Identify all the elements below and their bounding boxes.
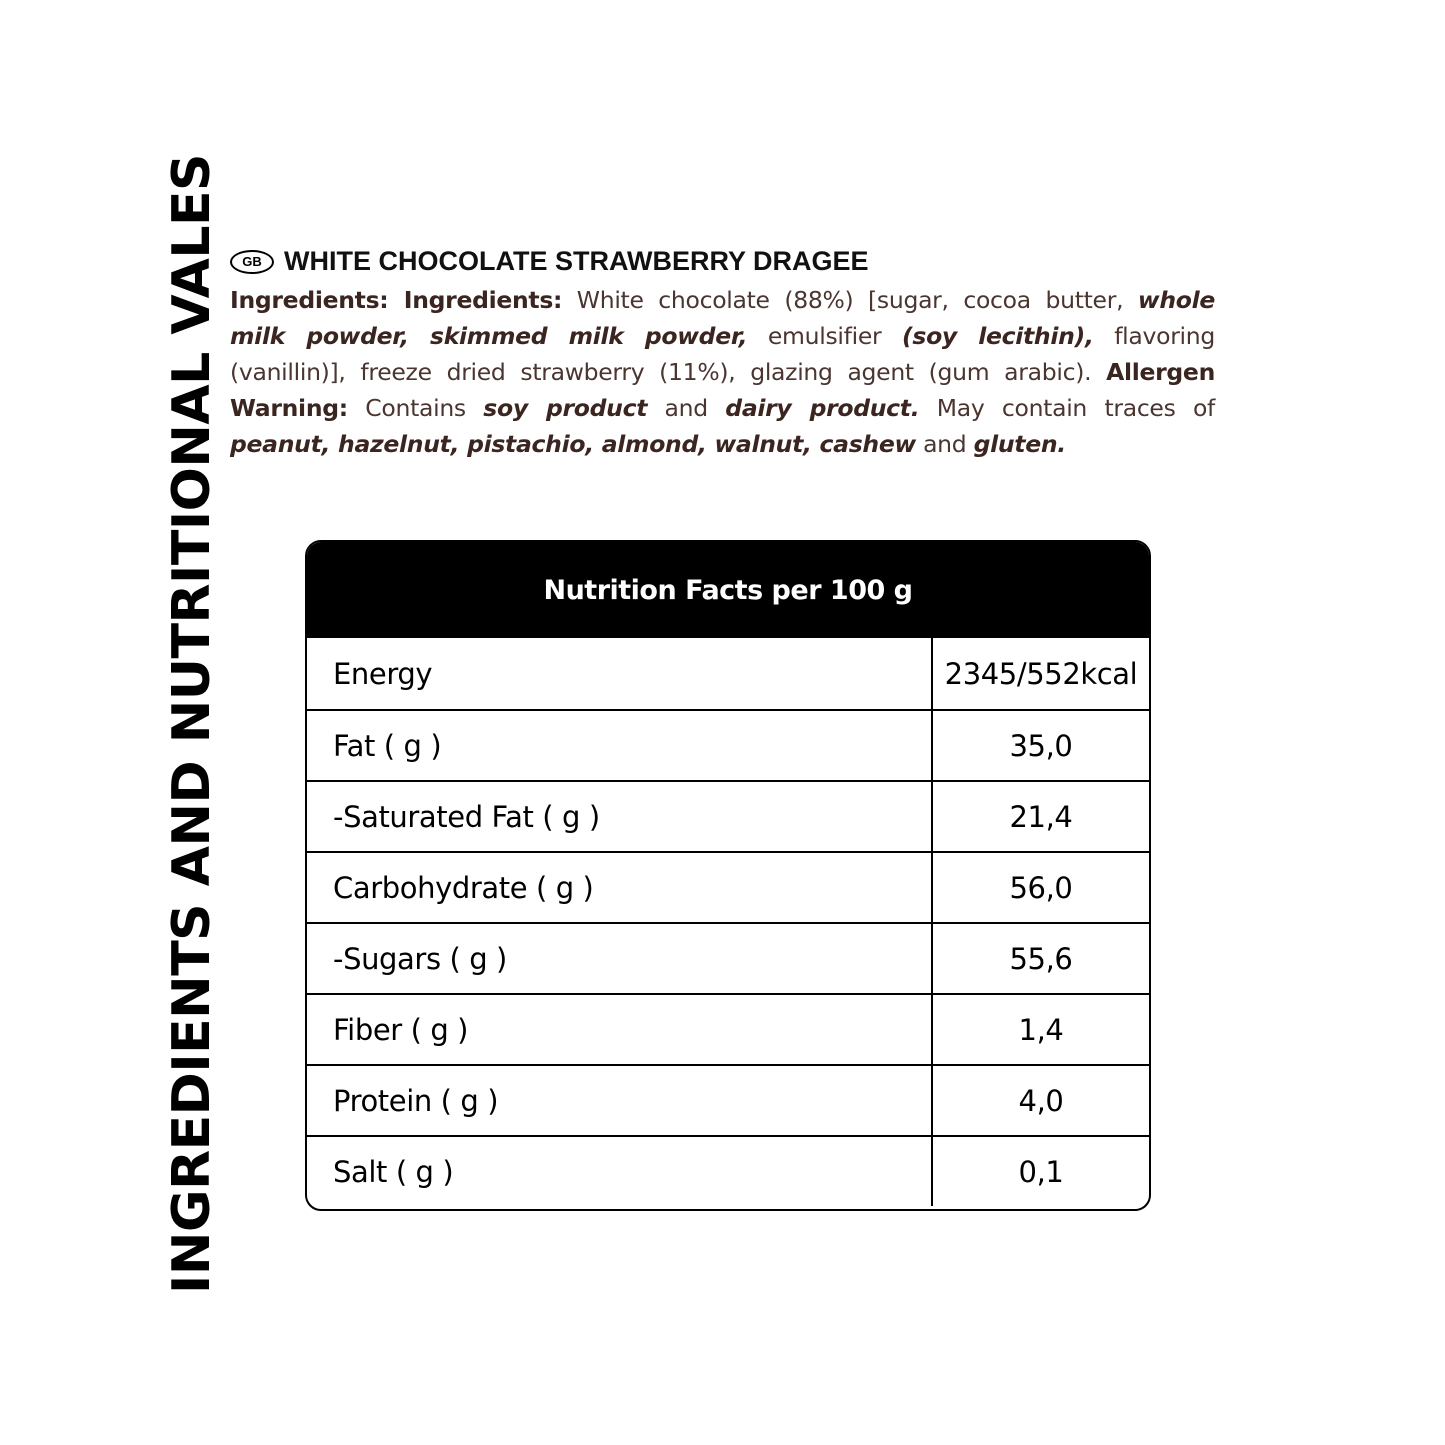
product-header bbox=[230, 246, 869, 277]
nutrition-row-protein bbox=[307, 1064, 1149, 1135]
allergen-highlight: whole milk powder, skimmed milk powder, bbox=[230, 286, 1215, 350]
ingredients-text-part: Contains bbox=[347, 394, 484, 422]
ingredients-text-part: emulsifier bbox=[747, 322, 902, 350]
nutrient-value: 2345/552kcal bbox=[944, 656, 1138, 691]
allergen-highlight: gluten. bbox=[973, 430, 1066, 458]
allergen-warning-label: Allergen Warning: bbox=[230, 358, 1215, 422]
ingredients-text-part: and bbox=[915, 430, 974, 458]
nutrition-row-saturated-fat bbox=[307, 780, 1149, 851]
nutrition-table-header: Nutrition Facts per 100 g bbox=[307, 542, 1149, 638]
allergen-highlight: dairy product. bbox=[725, 394, 920, 422]
nutrient-value: 56,0 bbox=[1009, 870, 1073, 905]
allergen-highlight: peanut, hazelnut, pistachio, almond, walnut, cashew bbox=[230, 430, 916, 458]
ingredients-label: Ingredients: Ingredients: bbox=[230, 286, 563, 314]
nutrient-value: 4,0 bbox=[1018, 1083, 1064, 1118]
product-title: WHITE CHOCOLATE STRAWBERRY DRAGEE bbox=[284, 246, 869, 276]
nutrient-value: 0,1 bbox=[1018, 1154, 1064, 1189]
nutrient-label: Protein ( g ) bbox=[307, 1066, 933, 1135]
nutrient-label: Fat ( g ) bbox=[307, 711, 933, 780]
nutrition-table bbox=[305, 540, 1151, 1211]
allergen-highlight: soy product bbox=[483, 394, 648, 422]
nutrient-value: 21,4 bbox=[1009, 799, 1073, 834]
ingredients-text-part: flavoring (vanillin)], freeze dried strawberry (11%), glazing agent (gum arabic). bbox=[230, 322, 1215, 386]
nutrition-row-salt bbox=[307, 1135, 1149, 1206]
nutrition-row-fat bbox=[307, 709, 1149, 780]
language-badge: GB bbox=[230, 250, 274, 274]
nutrient-value: 55,6 bbox=[1009, 941, 1073, 976]
ingredients-text bbox=[230, 282, 1215, 462]
ingredients-text-part: and bbox=[647, 394, 726, 422]
nutrient-label: Carbohydrate ( g ) bbox=[307, 853, 933, 922]
nutrition-row-carbohydrate bbox=[307, 851, 1149, 922]
nutrient-label: Energy bbox=[307, 638, 933, 709]
nutrient-label: -Sugars ( g ) bbox=[307, 924, 933, 993]
nutrition-row-fiber bbox=[307, 993, 1149, 1064]
nutrition-row-energy bbox=[307, 638, 1149, 709]
nutrient-value: 35,0 bbox=[1009, 728, 1073, 763]
allergen-highlight: (soy lecithin), bbox=[901, 322, 1094, 350]
ingredients-text-part: White chocolate (88%) [sugar, cocoa butter, bbox=[562, 286, 1138, 314]
side-title: INGREDIENTS AND NUTRITIONAL VALES bbox=[162, 154, 222, 1294]
nutrient-label: Fiber ( g ) bbox=[307, 995, 933, 1064]
nutrition-row-sugars bbox=[307, 922, 1149, 993]
nutrient-value: 1,4 bbox=[1018, 1012, 1064, 1047]
nutrient-label: -Saturated Fat ( g ) bbox=[307, 782, 933, 851]
ingredients-text-part: May contain traces of bbox=[919, 394, 1216, 422]
nutrient-label: Salt ( g ) bbox=[307, 1137, 933, 1206]
